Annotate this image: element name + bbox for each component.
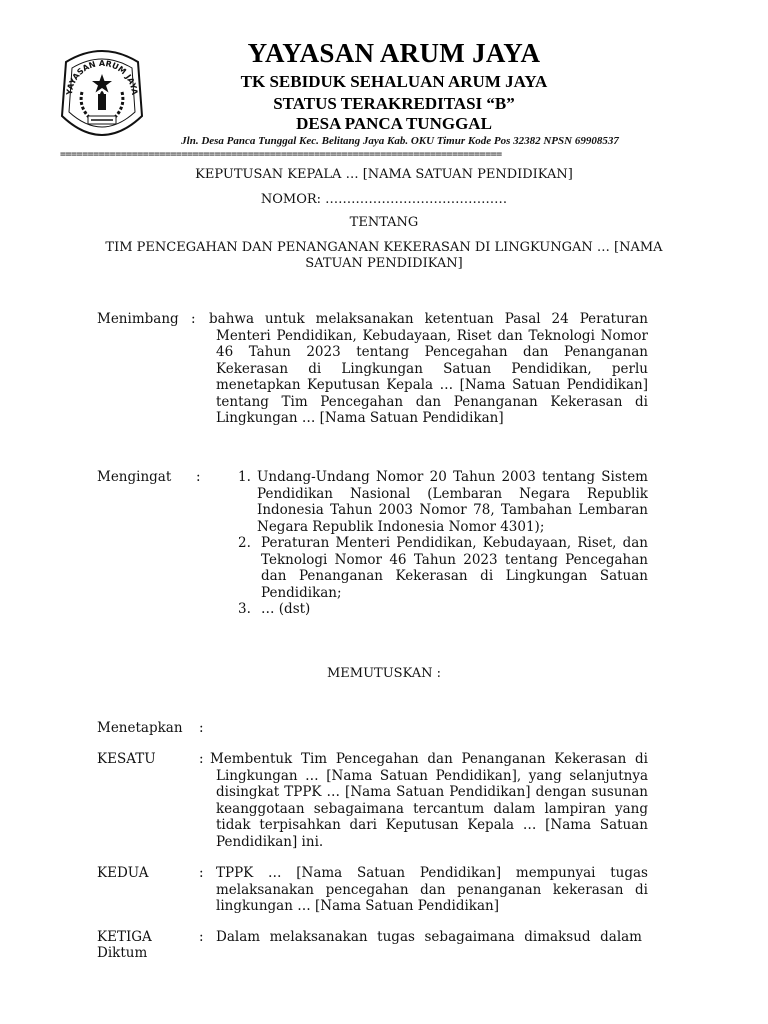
menetapkan-label: Menetapkan: [97, 720, 183, 736]
kesatu-label: KESATU: [97, 751, 156, 767]
mengingat-label: Mengingat: [97, 469, 172, 485]
decree-subject: TIM PENCEGAHAN DAN PENANGANAN KEKERASAN DI LINGKUNGAN … [NAMA SATUAN PENDIDIKAN]: [105, 240, 663, 271]
mengingat-item: … (dst): [261, 601, 311, 617]
kedua-label: KEDUA: [97, 865, 149, 881]
decree-number: NOMOR: ……………………………………: [260, 192, 508, 207]
memutuskan-heading: MEMUTUSKAN :: [326, 666, 442, 681]
mengingat-item: Undang-Undang Nomor 20 Tahun 2003 tentang Sistem Pendidikan Nasional (Lembaran Negara Republik Indonesia Tahun 2003 Nomor 78, Tambahan Lembaran Negara Republik Indonesia Nomor 4301);: [257, 469, 648, 535]
mengingat-item: Peraturan Menteri Pendidikan, Kebudayaan, Riset, dan Teknologi Nomor 46 Tahun 2023 tentang Pencegahan dan Penanganan Kekerasan di Lingkungan Satuan Pendidikan;: [261, 535, 648, 601]
menimbang-label: Menimbang: [97, 311, 179, 327]
mengingat-item-number: 2.: [238, 535, 251, 551]
menetapkan-colon: :: [199, 720, 204, 736]
mengingat-item-number: 1.: [238, 469, 251, 485]
kedua-colon: :: [199, 865, 204, 881]
village-name: DESA PANCA TUNGGAL: [296, 114, 492, 133]
school-address: Jln. Desa Panca Tunggal Kec. Belitang Jaya Kab. OKU Timur Kode Pos 32382 NPSN 69908537: [181, 135, 619, 147]
decree-title: KEPUTUSAN KEPALA … [NAMA SATUAN PENDIDIKAN]: [195, 167, 573, 182]
accreditation-status: STATUS TERAKREDITASI “B”: [273, 94, 515, 113]
ketiga-label-diktum: Diktum: [97, 945, 148, 961]
menimbang-text: bahwa untuk melaksanakan ketentuan Pasal 24 Peraturan Menteri Pendidikan, Kebudayaan, Riset dan Teknologi Nomor 46 Tahun 2023 tentang Pencegahan dan Penanganan Kekerasan di Lingkungan Satuan Pendidikan, perlu menetapkan Keputusan Kepala … [Nama Satuan Pendidikan] tentang Tim Pencegahan dan Penanganan Kekerasan di Lingkungan … [Nama Satuan Pendidikan]: [209, 311, 648, 426]
mengingat-colon: :: [196, 469, 201, 485]
menimbang-colon: :: [191, 311, 196, 327]
kedua-text: TPPK … [Nama Satuan Pendidikan] mempunyai tugas melaksanakan pencegahan dan penanganan kekerasan di lingkungan … [Nama Satuan Pendidikan]: [216, 865, 648, 914]
foundation-name: YAYASAN ARUM JAYA: [247, 38, 541, 68]
school-name: TK SEBIDUK SEHALUAN ARUM JAYA: [240, 72, 548, 91]
logo-text: YAYASAN ARUM JAYA: [64, 58, 140, 96]
ketiga-label: KETIGA: [97, 929, 152, 945]
letterhead-divider: ================================================================================: [60, 149, 502, 160]
ketiga-text: Dalam melaksanakan tugas sebagaimana dimaksud dalam: [216, 929, 642, 945]
ketiga-colon: :: [199, 929, 204, 945]
decree-about: TENTANG: [349, 215, 419, 230]
mengingat-item-number: 3.: [238, 601, 251, 617]
kesatu-text: Membentuk Tim Pencegahan dan Penanganan Kekerasan di Lingkungan … [Nama Satuan Pendidikan], yang selanjutnya disingkat TPPK … [Nama Satuan Pendidikan] dengan susunan keanggotaan sebagaimana tercantum dalam lampiran yang tidak terpisahkan dari Keputusan Kepala … [Nama Satuan Pendidikan] ini.: [210, 751, 648, 850]
kesatu-colon: :: [199, 751, 204, 767]
